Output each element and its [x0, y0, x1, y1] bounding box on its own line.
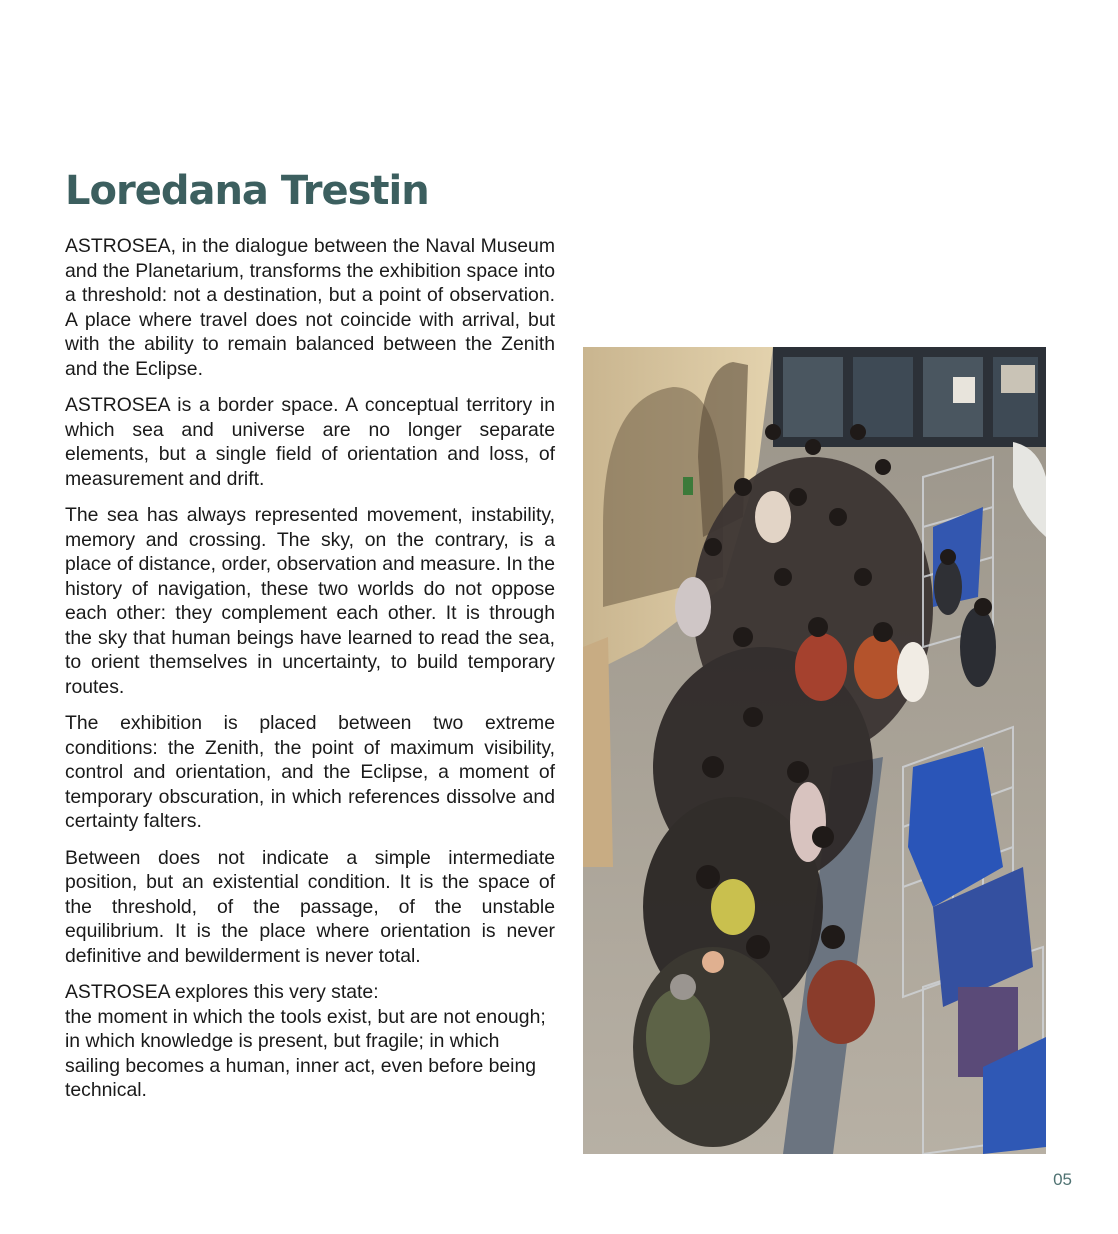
- paragraph-2: ASTROSEA is a border space. A conceptual territory in which sea and universe are no longer separate elements, but a single field of orientation and loss, of measurement and drift.: [65, 394, 555, 490]
- closing-lead: ASTROSEA explores this very state:: [65, 981, 379, 1003]
- paragraph-3: The sea has always represented movement, instability, memory and crossing. The sky, on the contrary, is a place of distance, order, observation and measure. In the history of navigation, these two worlds do not oppose each other: they complement each other. It is through the sky that human beings have learned to read the sea, to orient themselves in uncertainty, to build temporary routes.: [65, 504, 555, 698]
- exhibition-photo: [583, 347, 1046, 1154]
- paragraph-4: The exhibition is placed between two extreme conditions: the Zenith, the point of maximum visibility, control and orientation, and the Eclipse, a moment of temporary obscuration, in which references dissolve and certainty falters.: [65, 712, 555, 832]
- paragraph-5: Between does not indicate a simple intermediate position, but an existential condition. It is the space of the threshold, of the passage, of the unstable equilibrium. It is the place where orientation is never definitive and bewilderment is never total.: [65, 846, 555, 967]
- page-number: 05: [1053, 1170, 1072, 1189]
- page-title: Loredana Trestin: [65, 168, 429, 214]
- article-body: [65, 234, 555, 1115]
- closing-paragraph: [65, 980, 555, 1103]
- exhibition-crowd-illustration: [583, 347, 1046, 1154]
- paragraph-1: ASTROSEA, in the dialogue between the Naval Museum and the Planetarium, transforms the exhibition space into a threshold: not a destination, but a point of observation. A place where travel does not coincide with arrival, but with the ability to remain balanced between the Zenith and the Eclipse.: [65, 235, 555, 380]
- closing-text: the moment in which the tools exist, but are not enough; in which knowledge is present, but fragile; in which sailing becomes a human, inner act, even before being technical.: [65, 1005, 546, 1101]
